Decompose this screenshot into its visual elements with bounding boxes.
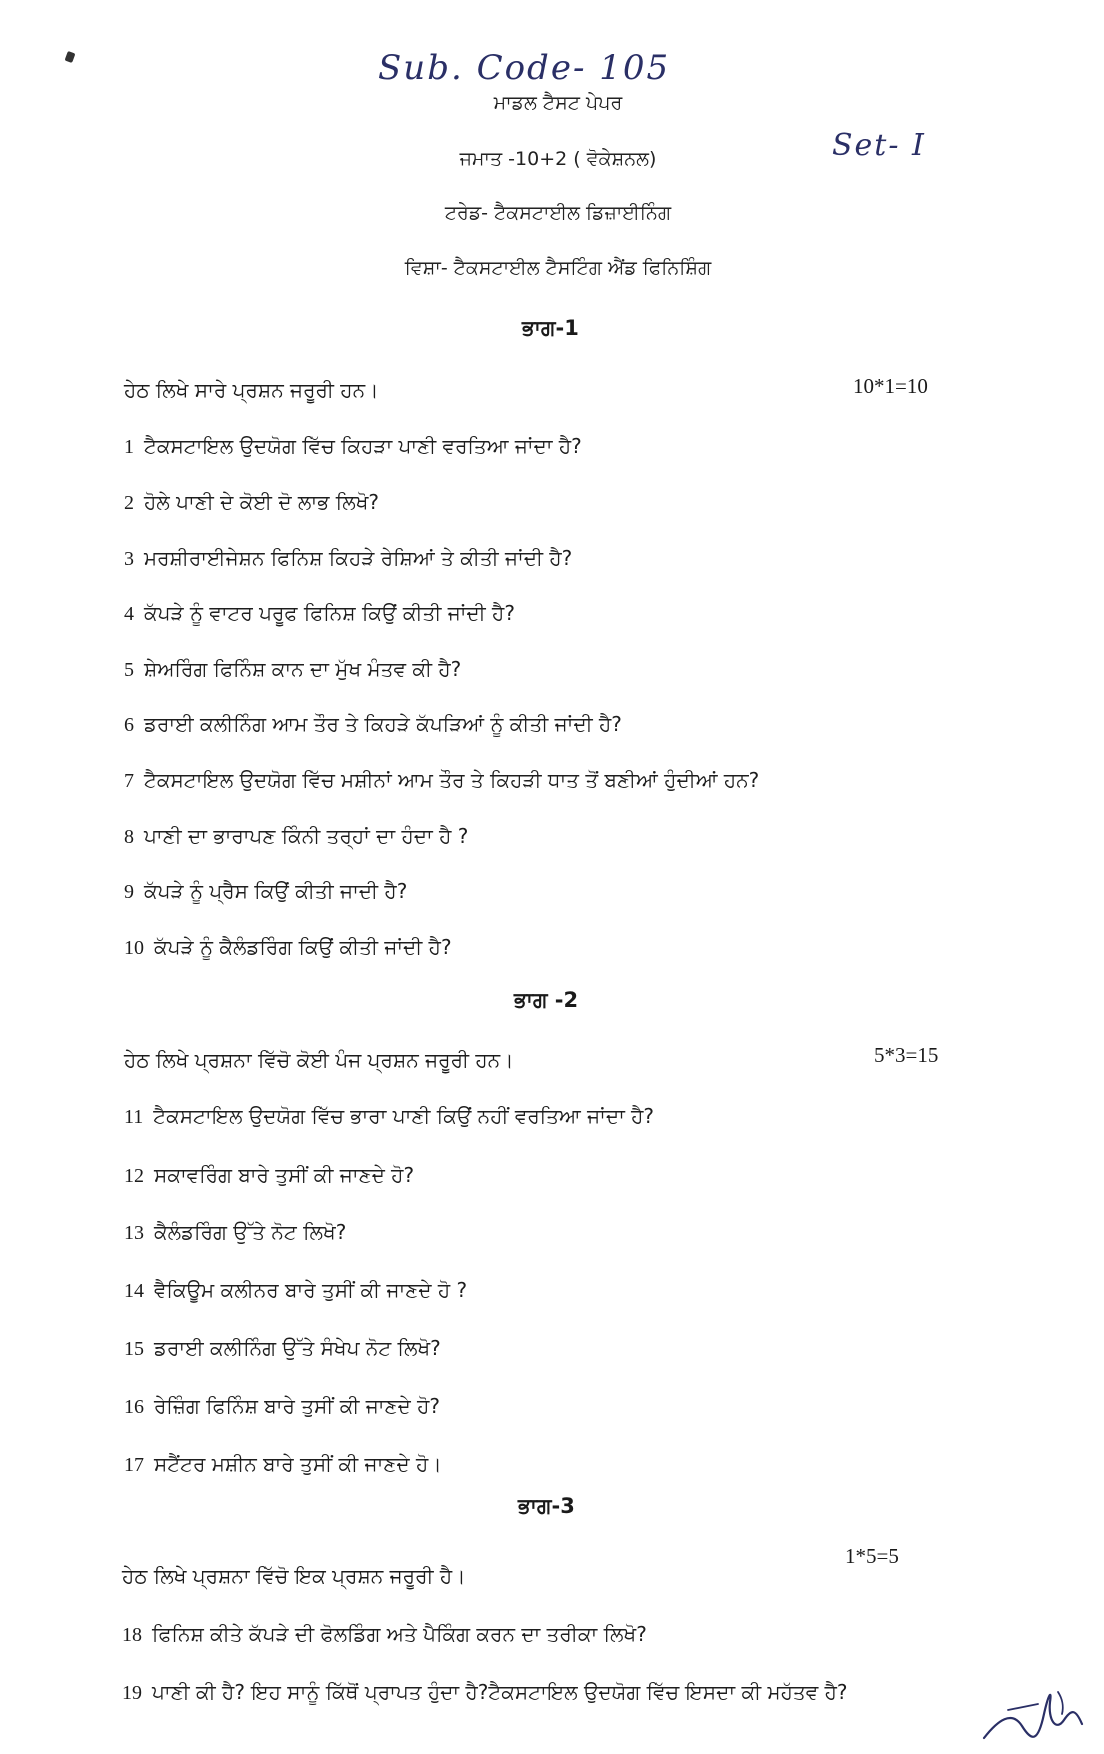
question-item: 16 ਰੇਜ਼ਿੰਗ ਫਿਨਿੰਸ਼ ਬਾਰੇ ਤੁਸੀਂ ਕੀ ਜਾਣਦੇ ਹੋ? bbox=[124, 1394, 441, 1418]
subject-line: ਵਿਸ਼ਾ- ਟੈਕਸਟਾਈਲ ਟੈਸਟਿੰਗ ਐਂਡ ਫਿਨਿਸ਼ਿੰਗ bbox=[404, 257, 712, 279]
section-title: ਭਾਗ -2 bbox=[514, 988, 579, 1012]
question-item: 18 ਫਿਨਿਸ਼ ਕੀਤੇ ਕੱਪੜੇ ਦੀ ਫੋਲਡਿੰਗ ਅਤੇ ਪੈਕਿੰਗ ਕਰਨ ਦਾ ਤਰੀਕਾ ਲਿਖੋ? bbox=[122, 1622, 647, 1646]
section-marks: 5*3=15 bbox=[874, 1043, 939, 1067]
section-marks: 10*1=10 bbox=[853, 374, 928, 398]
paper-title: ਮਾਡਲ ਟੈਸਟ ਪੇਪਰ bbox=[493, 92, 623, 114]
section-title: ਭਾਗ-3 bbox=[518, 1494, 575, 1518]
section-title: ਭਾਗ-1 bbox=[522, 316, 579, 340]
question-item: 14 ਵੈਕਿਊਮ ਕਲੀਨਰ ਬਾਰੇ ਤੁਸੀਂ ਕੀ ਜਾਣਦੇ ਹੋ ? bbox=[124, 1278, 468, 1302]
section-instruction: ਹੇਠ ਲਿਖੇ ਪ੍ਰਸ਼ਨਾ ਵਿੱਚੋ ਕੋਈ ਪੰਜ ਪ੍ਰਸ਼ਨ ਜਰੂਰੀ ਹਨ। bbox=[124, 1048, 514, 1072]
handwritten-subject-code: Sub. Code- 105 bbox=[378, 48, 671, 88]
section-instruction: ਹੇਠ ਲਿਖੇ ਸਾਰੇ ਪ੍ਰਸ਼ਨ ਜਰੂਰੀ ਹਨ। bbox=[124, 378, 379, 402]
question-item: 8 ਪਾਣੀ ਦਾ ਭਾਰਾਪਣ ਕਿੰਨੀ ਤਰ੍ਹਾਂ ਦਾ ਹੰਦਾ ਹੈ ? bbox=[124, 824, 469, 848]
question-item: 17 ਸਟੈਂਟਰ ਮਸ਼ੀਨ ਬਾਰੇ ਤੁਸੀਂ ਕੀ ਜਾਣਦੇ ਹੋ। bbox=[124, 1452, 442, 1476]
question-item: 12 ਸਕਾਵਰਿੰਗ ਬਾਰੇ ਤੁਸੀਂ ਕੀ ਜਾਣਦੇ ਹੋ? bbox=[124, 1163, 415, 1187]
stray-ink-mark bbox=[65, 51, 76, 63]
question-item: 5 ਸ਼ੇਅਰਿੰਗ ਫਿਨਿੰਸ਼ ਕਾਨ ਦਾ ਮੁੱਖ ਮੰਤਵ ਕੀ ਹੈ? bbox=[124, 657, 462, 681]
question-item: 3 ਮਰਸ਼ੀਰਾਈਜੇਸ਼ਨ ਫਿਨਿਸ਼ ਕਿਹੜੇ ਰੇਸ਼ਿਆਂ ਤੇ ਕੀਤੀ ਜਾਂਦੀ ਹੈ? bbox=[124, 546, 573, 570]
handwritten-set-number: Set- I bbox=[832, 128, 926, 163]
trade-line: ਟਰੇਡ- ਟੈਕਸਟਾਈਲ ਡਿਜ਼ਾਈਨਿੰਗ bbox=[444, 202, 672, 224]
question-item: 10 ਕੱਪੜੇ ਨੂੰ ਕੈਲੰਡਰਿੰਗ ਕਿਉਂ ਕੀਤੀ ਜਾਂਦੀ ਹੈ? bbox=[124, 935, 452, 959]
question-item: 11 ਟੈਕਸਟਾਇਲ ਉਦਯੋਗ ਵਿੱਚ ਭਾਰਾ ਪਾਣੀ ਕਿਉਂ ਨਹੀਂ ਵਰਤਿਆ ਜਾਂਦਾ ਹੈ? bbox=[124, 1104, 655, 1128]
question-item: 7 ਟੈਕਸਟਾਇਲ ਉਦਯੋਗ ਵਿੱਚ ਮਸ਼ੀਨਾਂ ਆਮ ਤੌਰ ਤੇ ਕਿਹੜੀ ਧਾਤ ਤੋਂ ਬਣੀਆਂ ਹੁੰਦੀਆਂ ਹਨ? bbox=[124, 768, 760, 792]
section-marks: 1*5=5 bbox=[845, 1544, 899, 1568]
signature-scribble bbox=[978, 1680, 1088, 1750]
class-line: ਜਮਾਤ -10+2 ( ਵੋਕੇਸ਼ਨਲ) bbox=[459, 148, 657, 170]
question-item: 6 ਡਰਾਈ ਕਲੀਨਿੰਗ ਆਮ ਤੌਰ ਤੇ ਕਿਹੜੇ ਕੱਪੜਿਆਂ ਨੂੰ ਕੀਤੀ ਜਾਂਦੀ ਹੈ? bbox=[124, 712, 622, 736]
question-item: 13 ਕੈਲੰਡਰਿੰਗ ਉੱਤੇ ਨੋਟ ਲਿਖੋ? bbox=[124, 1220, 347, 1244]
question-item: 9 ਕੱਪੜੇ ਨੂੰ ਪ੍ਰੈਸ ਕਿਉਂ ਕੀਤੀ ਜਾਦੀ ਹੈ? bbox=[124, 879, 408, 903]
question-item: 4 ਕੱਪੜੇ ਨੂੰ ਵਾਟਰ ਪਰੂਫ ਫਿਨਿਸ਼ ਕਿਉਂ ਕੀਤੀ ਜਾਂਦੀ ਹੈ? bbox=[124, 601, 515, 625]
question-item: 1 ਟੈਕਸਟਾਇਲ ਉਦਯੋਗ ਵਿੱਚ ਕਿਹੜਾ ਪਾਣੀ ਵਰਤਿਆ ਜਾਂਦਾ ਹੈ? bbox=[124, 434, 582, 458]
question-item: 2 ਹੋਲੇ ਪਾਣੀ ਦੇ ਕੋਈ ਦੋ ਲਾਭ ਲਿਖੋ? bbox=[124, 490, 380, 514]
section-instruction: ਹੇਠ ਲਿਖੇ ਪ੍ਰਸ਼ਨਾ ਵਿੱਚੋ ਇਕ ਪ੍ਰਸ਼ਨ ਜਰੂਰੀ ਹੈ। bbox=[122, 1564, 466, 1588]
question-item: 19 ਪਾਣੀ ਕੀ ਹੈ? ਇਹ ਸਾਨੂੰ ਕਿੱਥੋਂ ਪ੍ਰਾਪਤ ਹੁੰਦਾ ਹੈ?ਟੈਕਸਟਾਇਲ ਉਦਯੋਗ ਵਿੱਚ ਇਸਦਾ ਕੀ ਮਹੱਤਵ ਹੈ? bbox=[122, 1680, 848, 1704]
question-item: 15 ਡਰਾਈ ਕਲੀਨਿੰਗ ਉੱਤੇ ਸੰਖੇਪ ਨੋਟ ਲਿਖੋ? bbox=[124, 1336, 441, 1360]
